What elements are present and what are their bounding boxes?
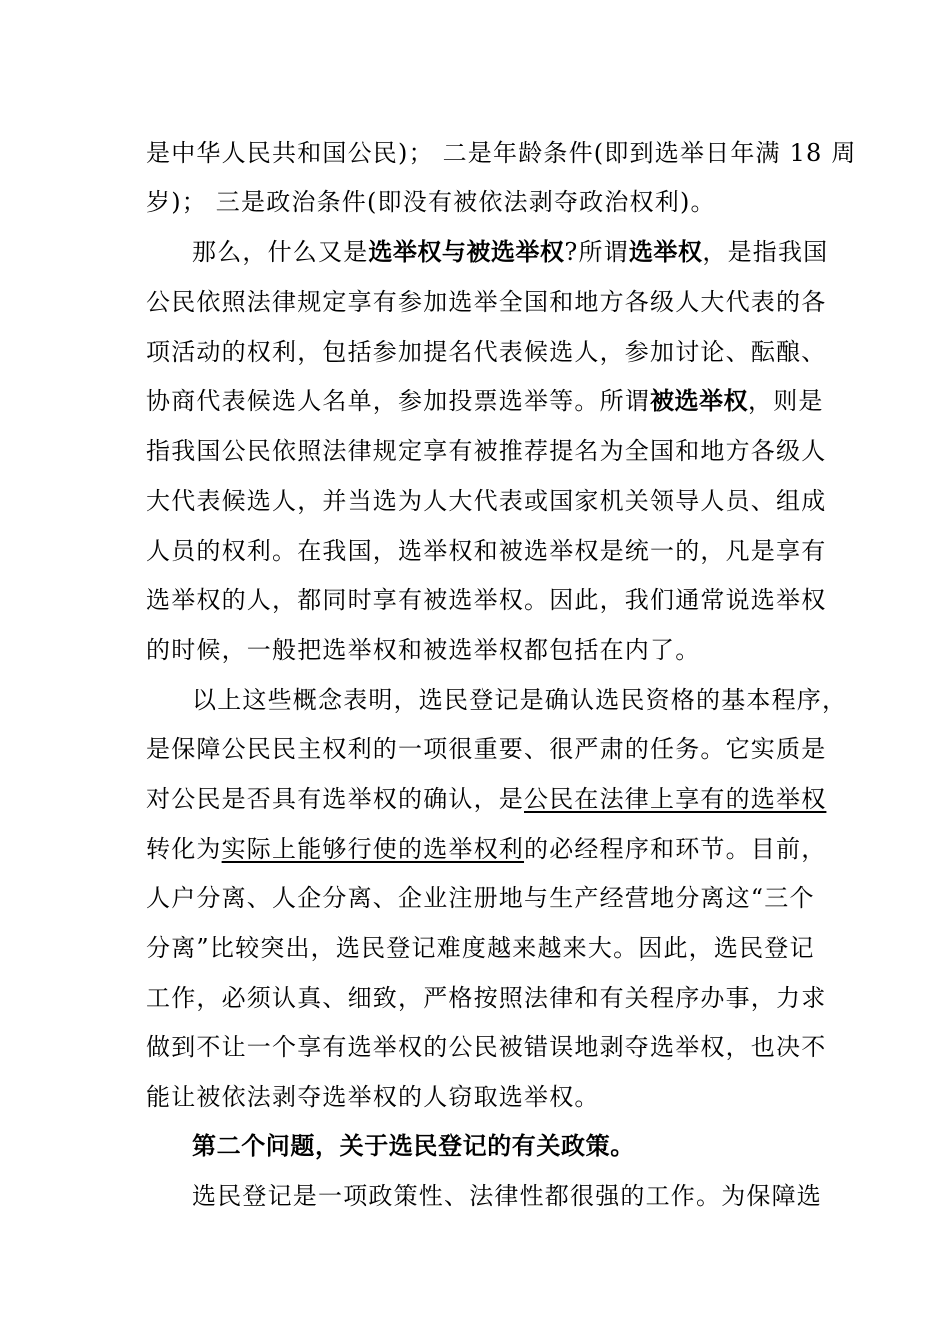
text-run: 的时候，一般把选举权和被选举权都包括在内了。	[146, 636, 701, 664]
section-heading	[192, 1126, 852, 1166]
text-run: 人户分离、人企分离、企业注册地与生产经营地分离这“三个	[146, 884, 815, 912]
text-line	[146, 431, 827, 471]
text-line	[146, 133, 857, 173]
text-run: 对公民是否具有选举权的确认，是	[146, 785, 524, 813]
underlined-phrase: 公民在法律上享有的选举权	[524, 785, 827, 813]
text-run: 工作，必须认真、细致，严格按照法律和有关程序办事，力求	[146, 984, 827, 1012]
text-run: 是保障公民民主权利的一项很重要、很严肃的任务。它实质是	[146, 735, 827, 763]
text-run: 项活动的权利，包括参加提名代表候选人，参加讨论、酝酿、	[146, 338, 827, 366]
text-run: ，则是	[748, 387, 824, 415]
text-run: 以上这些概念表明，选民登记是确认选民资格的基本程序，	[192, 686, 848, 714]
text-line	[146, 481, 827, 521]
underlined-phrase: 实际上能够行使的选举权利	[221, 835, 525, 863]
text-line	[146, 332, 827, 372]
text-line	[146, 1077, 806, 1117]
text-run: ，是指我国	[702, 238, 829, 266]
text-run: ?所谓	[564, 238, 629, 266]
text-line	[146, 282, 827, 322]
text-line	[146, 580, 827, 620]
bold-term: 被选举权	[650, 387, 748, 415]
text-line	[146, 531, 827, 571]
paragraph-first-line	[192, 1176, 852, 1216]
text-line	[146, 729, 827, 769]
text-line	[146, 381, 824, 421]
bold-term: 选举权	[628, 238, 703, 266]
text-line	[146, 928, 815, 968]
text-run: 是中华人民共和国公民)； 二是年龄条件(即到选举日年满 18 周	[146, 139, 857, 167]
bold-term: 选举权与被选举权	[368, 238, 565, 266]
text-run: 做到不让一个享有选举权的公民被错误地剥夺选举权，也决不	[146, 1033, 827, 1061]
text-run: 那么，什么又是	[192, 238, 369, 266]
paragraph-first-line	[192, 232, 852, 272]
text-run: 分离”比较突出，选民登记难度越来越来大。因此，选民登记	[146, 934, 815, 962]
text-run: 选民登记是一项政策性、法律性都很强的工作。为保障选	[192, 1182, 822, 1210]
text-line	[146, 829, 827, 869]
text-run: 转化为	[146, 835, 222, 863]
text-line	[146, 978, 827, 1018]
text-line	[146, 779, 827, 819]
paragraph-first-line	[192, 680, 852, 720]
text-line	[146, 1027, 827, 1067]
text-run: 大代表候选人，并当选为人大代表或国家机关领导人员、组成	[146, 487, 827, 515]
text-run: 能让被依法剥夺选举权的人窃取选举权。	[146, 1083, 600, 1111]
text-run: 人员的权利。在我国，选举权和被选举权是统一的，凡是享有	[146, 537, 827, 565]
heading-text: 第二个问题，关于选民登记的有关政策。	[192, 1132, 635, 1160]
text-run: 的必经程序和环节。目前，	[524, 835, 827, 863]
text-run: 公民依照法律规定享有参加选举全国和地方各级人大代表的各	[146, 288, 827, 316]
text-run: 指我国公民依照法律规定享有被推荐提名为全国和地方各级人	[146, 437, 827, 465]
text-line	[146, 878, 815, 918]
text-line	[146, 182, 806, 222]
text-run: 选举权的人，都同时享有被选举权。因此，我们通常说选举权	[146, 586, 827, 614]
text-run: 协商代表候选人名单，参加投票选举等。所谓	[146, 387, 650, 415]
text-run: 岁)； 三是政治条件(即没有被依法剥夺政治权利)。	[146, 188, 716, 216]
text-line	[146, 630, 806, 670]
